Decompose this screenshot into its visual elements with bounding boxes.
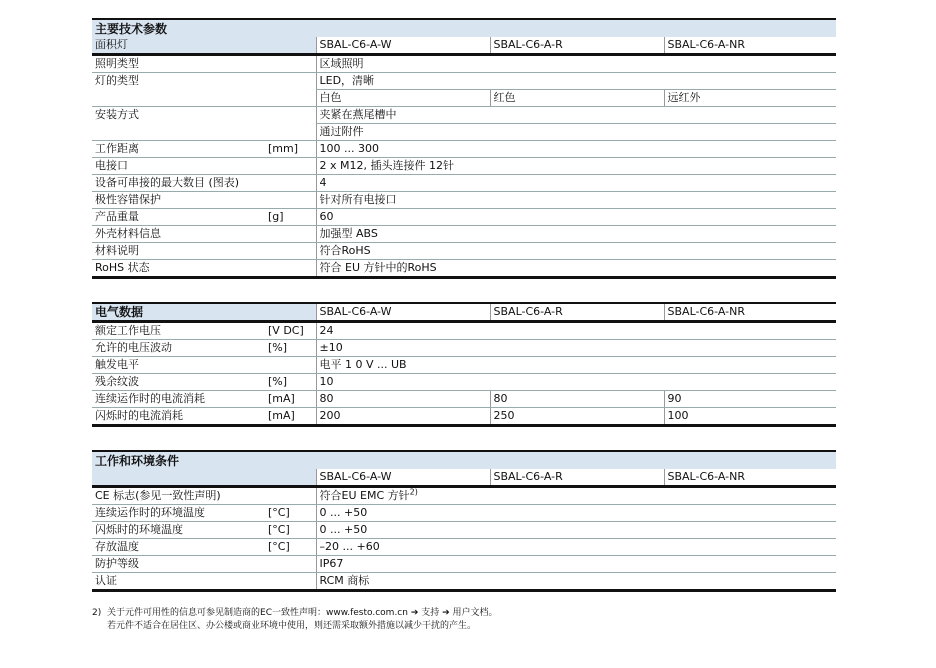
row-label: 存放温度 — [92, 539, 265, 556]
row-label: 外壳材料信息 — [92, 226, 265, 243]
row-value: 符合EU EMC 方针$^{2)}$ — [316, 487, 836, 505]
row-unit: [mm] — [265, 141, 316, 158]
row-unit: [°C] — [265, 539, 316, 556]
table-row — [92, 505, 836, 522]
row-value: 24 — [316, 322, 836, 340]
value-w: 200 — [316, 408, 490, 426]
row-unit: [%] — [265, 340, 316, 357]
footnote-number: 2) — [92, 608, 102, 618]
value-r: 80 — [490, 391, 664, 408]
row-value: LED，清晰 — [316, 73, 836, 90]
model-w: SBAL-C6-A-W — [316, 303, 490, 322]
table-row — [92, 55, 836, 73]
row-unit: [g] — [265, 209, 316, 226]
row-label: 触发电平 — [92, 357, 265, 374]
table-row — [92, 539, 836, 556]
row-label: RoHS 状态 — [92, 260, 265, 278]
value-w: 80 — [316, 391, 490, 408]
table-row — [92, 556, 836, 573]
row-value: 电平 1 0 V ... UB — [316, 357, 836, 374]
footnote-line-2: 若元件不适合在居住区、办公楼或商业环境中使用，则还需采取额外措施以减少干扰的产生。 — [107, 621, 477, 631]
row-unit: [mA] — [265, 391, 316, 408]
row-value: IP67 — [316, 556, 836, 573]
table-row — [92, 90, 836, 107]
row-label: 闪烁时的电流消耗 — [92, 408, 265, 426]
row-value: 0 ... +50 — [316, 505, 836, 522]
row-unit: [V DC] — [265, 322, 316, 340]
table-row — [92, 391, 836, 408]
row-unit: [°C] — [265, 505, 316, 522]
model-nr: SBAL-C6-A-NR — [664, 37, 836, 55]
table-row — [92, 340, 836, 357]
table-row — [92, 124, 836, 141]
header-label: 面积灯 — [92, 37, 316, 55]
value-nr: 100 — [664, 408, 836, 426]
row-value: 0 ... +50 — [316, 522, 836, 539]
row-label: 连续运作时的环境温度 — [92, 505, 265, 522]
table-row — [92, 243, 836, 260]
row-value: 通过附件 — [316, 124, 836, 141]
model-r: SBAL-C6-A-R — [490, 303, 664, 322]
environment-table — [92, 450, 836, 592]
row-label: 残余纹波 — [92, 374, 265, 391]
section-title: 主要技术参数 — [92, 19, 836, 37]
model-r: SBAL-C6-A-R — [490, 469, 664, 487]
table-row — [92, 374, 836, 391]
row-value: 60 — [316, 209, 836, 226]
row-label: 连续运作时的电流消耗 — [92, 391, 265, 408]
value-nr: 90 — [664, 391, 836, 408]
footnote-ref: 2) — [409, 487, 418, 497]
row-label: 产品重量 — [92, 209, 265, 226]
row-label: 材料说明 — [92, 243, 265, 260]
value-r: 250 — [490, 408, 664, 426]
row-label: 闪烁时的环境温度 — [92, 522, 265, 539]
table-row — [92, 73, 836, 90]
row-label: 电接口 — [92, 158, 265, 175]
tech-params-table — [92, 18, 836, 279]
table-row — [92, 209, 836, 226]
row-label: 认证 — [92, 573, 265, 591]
color-nr: 远红外 — [664, 90, 836, 107]
row-label: 灯的类型 — [95, 74, 139, 88]
row-label: 额定工作电压 — [92, 322, 265, 340]
row-label: CE 标志(参见一致性声明) — [92, 487, 316, 505]
table-row — [92, 192, 836, 209]
row-value: –20 ... +60 — [316, 539, 836, 556]
row-unit: [°C] — [265, 522, 316, 539]
footnote-line-1: 关于元件可用性的信息可参见制造商的EC一致性声明：www.festo.com.cn ➔ 支持 ➔ 用户文档。 — [107, 608, 498, 618]
table-row — [92, 260, 836, 278]
electrical-data-table — [92, 302, 836, 427]
table-row — [92, 322, 836, 340]
row-value: 符合RoHS — [316, 243, 836, 260]
table-row — [92, 107, 836, 124]
row-value: ±10 — [316, 340, 836, 357]
model-w: SBAL-C6-A-W — [316, 469, 490, 487]
color-w: 白色 — [316, 90, 490, 107]
row-unit: [mA] — [265, 408, 316, 426]
section-title: 电气数据 — [92, 303, 316, 322]
row-value: 符合 EU 方针中的RoHS — [316, 260, 836, 278]
row-label: 安装方式 — [95, 108, 139, 122]
table-row — [92, 487, 836, 505]
model-nr: SBAL-C6-A-NR — [664, 469, 836, 487]
table-row — [92, 226, 836, 243]
color-r: 红色 — [490, 90, 664, 107]
table-row — [92, 573, 836, 591]
table-row — [92, 522, 836, 539]
row-unit: [%] — [265, 374, 316, 391]
row-value: 区域照明 — [316, 55, 836, 73]
row-label: 允许的电压波动 — [92, 340, 265, 357]
table-row — [92, 175, 836, 192]
model-w: SBAL-C6-A-W — [316, 37, 490, 55]
row-value: 10 — [316, 374, 836, 391]
row-value: 4 — [316, 175, 836, 192]
row-value: 100 ... 300 — [316, 141, 836, 158]
row-value: 2 x M12, 插头连接件 12针 — [316, 158, 836, 175]
row-value: 针对所有电接口 — [316, 192, 836, 209]
row-value: 加强型 ABS — [316, 226, 836, 243]
row-value: RCM 商标 — [316, 573, 836, 591]
section-title: 工作和环境条件 — [92, 451, 836, 469]
model-nr: SBAL-C6-A-NR — [664, 303, 836, 322]
table-row — [92, 408, 836, 426]
table-row — [92, 357, 836, 374]
row-label: 照明类型 — [92, 55, 265, 73]
row-label: 设备可串接的最大数目 (图表) — [92, 175, 316, 192]
table-row — [92, 158, 836, 175]
model-r: SBAL-C6-A-R — [490, 37, 664, 55]
table-row — [92, 141, 836, 158]
row-label: 防护等级 — [92, 556, 265, 573]
row-value: 夹紧在燕尾槽中 — [316, 107, 836, 124]
footnote — [92, 607, 497, 633]
row-label: 工作距离 — [92, 141, 265, 158]
row-label: 极性容错保护 — [92, 192, 265, 209]
